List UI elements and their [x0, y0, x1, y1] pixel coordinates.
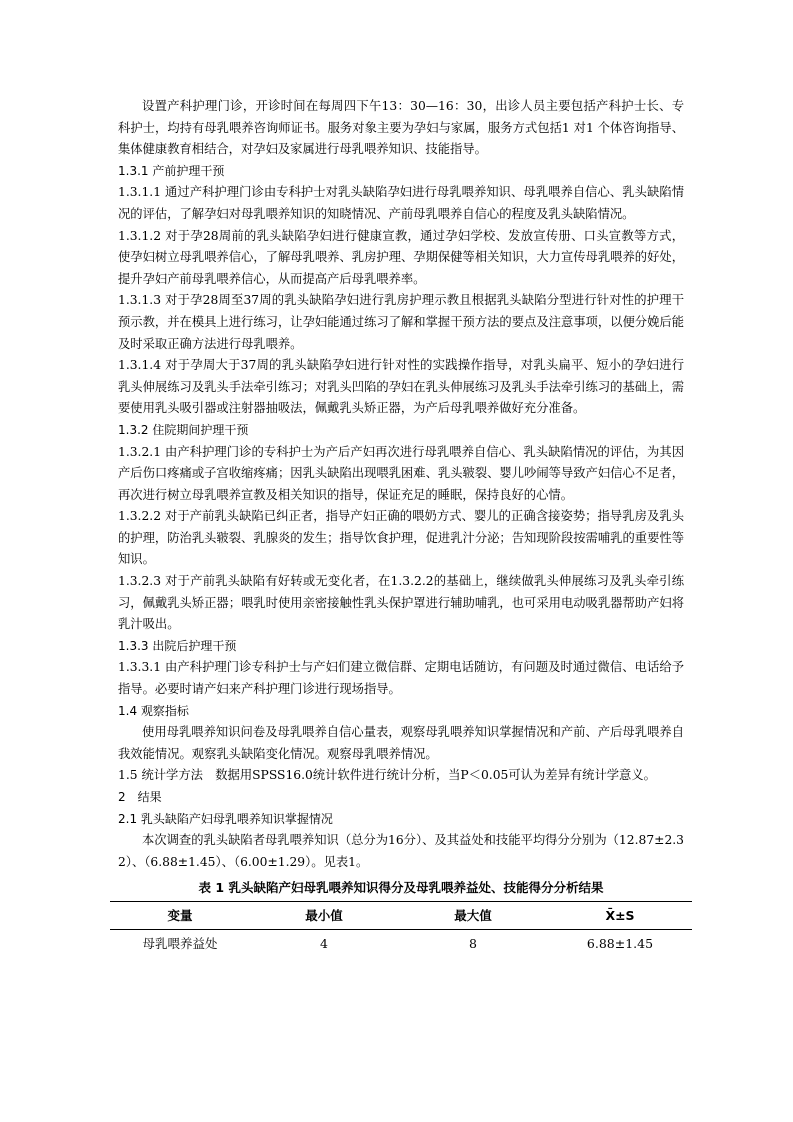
table-cell-min: 4	[320, 936, 328, 952]
table-cell-max: 8	[469, 936, 477, 952]
table-header-variable: 变量	[110, 902, 250, 930]
table-cell-mean-sd: 6.88±1.45	[586, 936, 654, 952]
intro-paragraph: 设置产科护理门诊，开诊时间在每周四下午13：30—16：30，出诊人员主要包括产科护士长、专科护士，均持有母乳喂养咨询师证书。服务对象主要为孕妇与家属，服务方式包括1 对1 个体咨询指导、集体健康教育相结合，对孕妇及家属进行母乳喂养知识、技能指导。	[118, 99, 684, 157]
section-heading-2: 2 结果	[118, 790, 162, 804]
paragraph-1-3-2-3: 1.3.2.3 对于产前乳头缺陷有好转或无变化者，在1.3.2.2的基础上，继续做乳头伸展练习及乳头牵引练习，佩戴乳头矫正器；喂乳时使用亲密接触性乳头保护罩进行辅助哺乳，也可采用电动吸乳器帮助产妇将乳汁吸出。	[118, 574, 684, 632]
table-cell-variable: 母乳喂养益处	[142, 936, 218, 952]
paragraph-1-3-3-1: 1.3.3.1 由产科护理门诊专科护士与产妇们建立微信群、定期电话随访，有问题及时通过微信、电话给予指导。必要时请产妇来产科护理门诊进行现场指导。	[118, 660, 684, 697]
results-table	[110, 901, 692, 957]
paragraph-1-3-1-3: 1.3.1.3 对于孕28周至37周的乳头缺陷孕妇进行乳房护理示教且根据乳头缺陷分型进行针对性的护理干预示教，并在模具上进行练习，让孕妇能通过练习了解和掌握干预方法的要点及注意事项，以便分娩后能及时采取正确方法进行母乳喂养。	[118, 293, 684, 351]
section-heading-1-3-2: 1.3.2 住院期间护理干预	[118, 422, 249, 437]
table-header-max: 最大值	[398, 902, 548, 930]
table-row	[110, 930, 692, 958]
paragraph-1-3-2-2: 1.3.2.2 对于产前乳头缺陷已纠正者，指导产妇正确的喂奶方式、婴儿的正确含接姿势；指导乳房及乳头的护理，防治乳头皲裂、乳腺炎的发生；指导饮食护理，促进乳汁分泌；告知现阶段按需哺乳的重要性等知识。	[118, 509, 684, 567]
section-heading-1-3-3: 1.3.3 出院后护理干预	[118, 638, 237, 653]
paragraph-1-3-2-1: 1.3.2.1 由产科护理门诊的专科护士为产后产妇再次进行母乳喂养自信心、乳头缺陷情况的评估，为其因产后伤口疼痛或子宫收缩疼痛；因乳头缺陷出现喂乳困难、乳头皲裂、婴儿吵闹等导致产妇信心不足者，再次进行树立母乳喂养宣教及相关知识的指导，保证充足的睡眠，保持良好的心情。	[118, 444, 684, 502]
paragraph-1-5: 1.5 统计学方法 数据用SPSS16.0统计软件进行统计分析，当P＜0.05可认为差异有统计学意义。	[118, 768, 656, 783]
table-header-row	[110, 902, 692, 930]
table-caption: 表 1 乳头缺陷产妇母乳喂养知识得分及母乳喂养益处、技能得分分析结果	[198, 880, 604, 896]
section-heading-1-3-1: 1.3.1 产前护理干预	[118, 163, 225, 178]
paragraph-1-4: 使用母乳喂养知识问卷及母乳喂养自信心量表，观察母乳喂养知识掌握情况和产前、产后母乳喂养自我效能情况。观察乳头缺陷变化情况。观察母乳喂养情况。	[118, 725, 684, 761]
document-page	[118, 96, 684, 952]
table-header-min: 最小值	[250, 902, 398, 930]
table-header-mean-sd: X̄±S	[548, 902, 692, 930]
paragraph-1-3-1-2: 1.3.1.2 对于孕28周前的乳头缺陷孕妇进行健康宣教，通过孕妇学校、发放宣传册、口头宣教等方式，使孕妇树立母乳喂养信心，了解母乳喂养、乳房护理、孕期保健等相关知识，大力宣传母乳喂养的好处，提升孕妇产前母乳喂养信心，从而提高产后母乳喂养率。	[118, 228, 684, 286]
section-heading-2-1: 2.1 乳头缺陷产妇母乳喂养知识掌握情况	[118, 811, 333, 826]
paragraph-1-3-1-1: 1.3.1.1 通过产科护理门诊由专科护士对乳头缺陷孕妇进行母乳喂养知识、母乳喂养自信心、乳头缺陷情况的评估，了解孕妇对母乳喂养知识的知晓情况、产前母乳喂养自信心的程度及乳头缺陷情况。	[118, 185, 684, 221]
section-heading-1-4: 1.4 观察指标	[118, 703, 189, 718]
paragraph-2-1: 本次调查的乳头缺陷者母乳喂养知识（总分为16分）、及其益处和技能平均得分分别为（12.87±2.32）、（6.88±1.45）、（6.00±1.29）。见表1。	[118, 833, 684, 869]
paragraph-1-3-1-4: 1.3.1.4 对于孕周大于37周的乳头缺陷孕妇进行针对性的实践操作指导，对乳头扁平、短小的孕妇进行乳头伸展练习及乳头手法牵引练习；对乳头凹陷的孕妇在乳头伸展练习及乳头手法牵引练习的基础上，需要使用乳头吸引器或注射器抽吸法，佩戴乳头矫正器，为产后母乳喂养做好充分准备。	[118, 358, 684, 416]
